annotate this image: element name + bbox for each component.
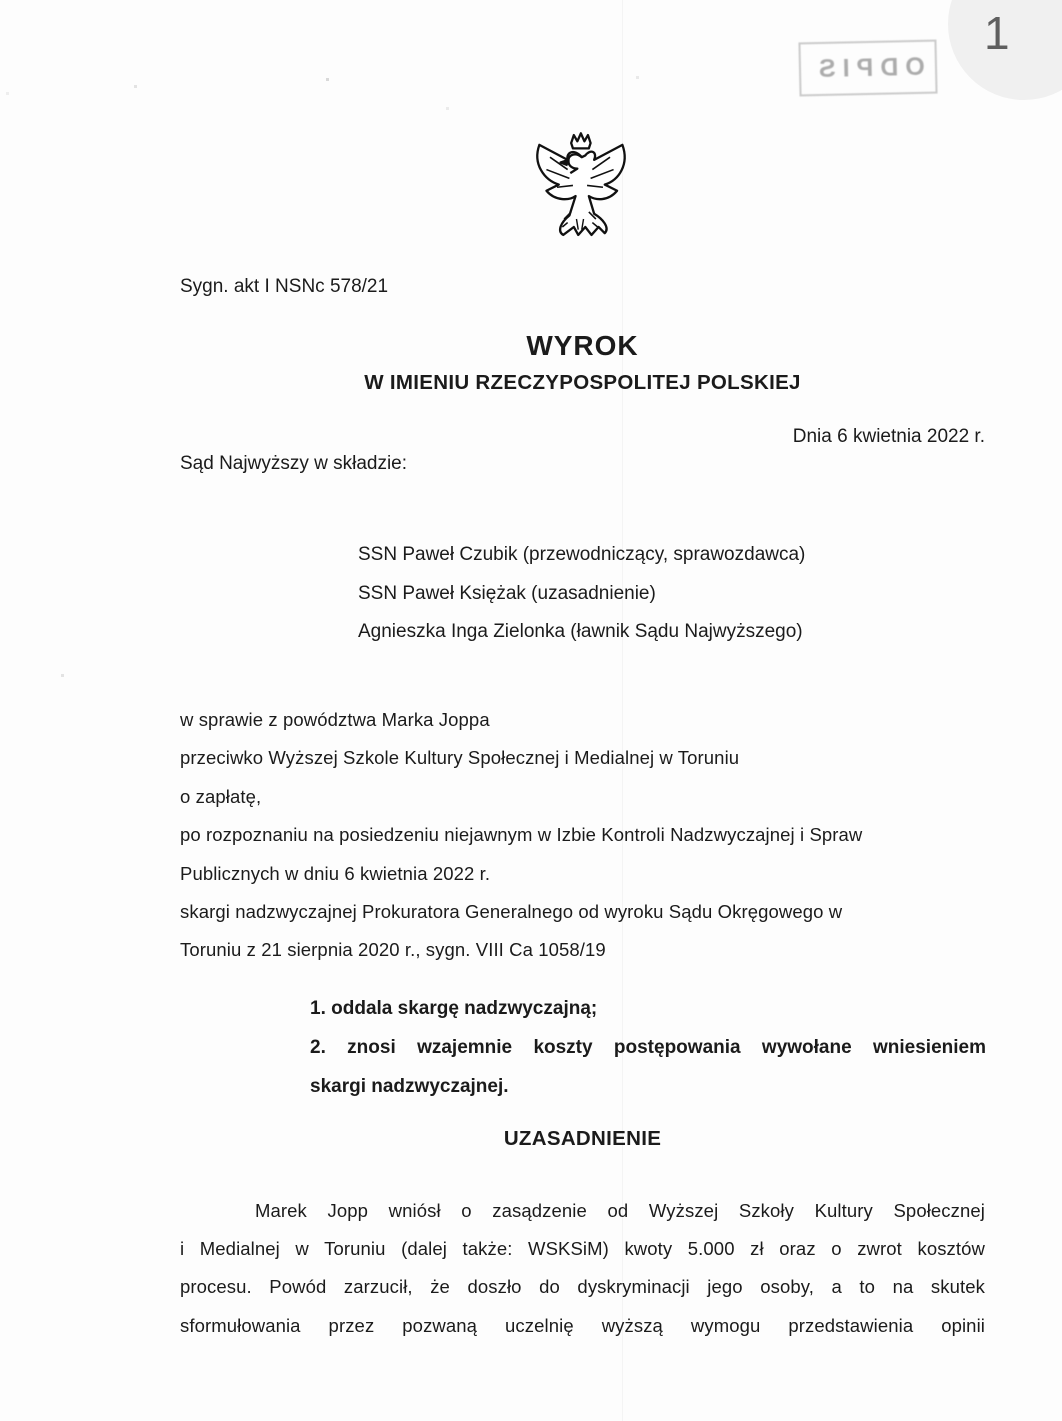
judge-line: SSN Paweł Księżak (uzasadnienie) [358, 582, 656, 604]
ruling-line: 1. oddala skargę nadzwyczajną; [310, 998, 598, 1019]
judge-line: Agnieszka Inga Zielonka (ławnik Sądu Najwyższego) [358, 621, 803, 643]
case-intro-line: skargi nadzwyczajnej Prokuratora Generalnego od wyroku Sądu Okręgowego w [180, 901, 843, 923]
justification-paragraph [180, 1192, 985, 1345]
odpis-stamp [798, 40, 937, 97]
judges-list [358, 536, 805, 652]
case-intro-line: Publicznych w dniu 6 kwietnia 2022 r. [180, 862, 491, 884]
justification-heading: UZASADNIENIE [503, 1127, 662, 1150]
judgment-title: WYROK [526, 330, 639, 361]
eagle-icon [527, 127, 633, 251]
judge-line: SSN Paweł Czubik (przewodniczący, sprawozdawca) [358, 544, 806, 565]
judgment-date: Dnia 6 kwietnia 2022 r. [792, 426, 985, 447]
judgment-header [180, 330, 985, 395]
polish-eagle-emblem-icon [527, 127, 633, 251]
justification-line: Marek Jopp wniósł o zasądzenie od Wyższej Szkoły Kultury Społecznej [255, 1200, 985, 1221]
case-intro-line: o zapłatę, [180, 785, 262, 807]
ruling-line: 2. znosi wzajemnie koszty postępowania wywołane wniesieniem [310, 1037, 986, 1058]
scan-noise-specks [0, 0, 1, 1]
page-number: 1 [984, 7, 1010, 59]
case-intro-line: po rozpoznaniu na posiedzeniu niejawnym w Izbie Kontroli Nadzwyczajnej i Spraw [180, 824, 863, 846]
justification-line: sformułowania przez pozwaną uczelnię wyższą wymogu przedstawienia opinii [180, 1314, 985, 1336]
case-intro-line: w sprawie z powództwa Marka Joppa [180, 709, 490, 730]
case-intro-paragraph [180, 701, 985, 970]
ruling-paragraph [310, 989, 986, 1106]
case-intro-line: Toruniu z 21 sierpnia 2020 r., sygn. VIII Ca 1058/19 [180, 939, 606, 961]
justification-line: i Medialnej w Toruniu (dalej także: WSKSiM) kwoty 5.000 zł oraz o zwrot kosztów [180, 1238, 985, 1260]
judgment-subtitle: W IMIENIU RZECZYPOSPOLITEJ POLSKIEJ [364, 371, 801, 394]
panel-intro: Sąd Najwyższy w składzie: [180, 453, 408, 474]
case-intro-line: przeciwko Wyższej Szkole Kultury Społecznej i Medialnej w Toruniu [180, 747, 740, 769]
case-number: Sygn. akt I NSNc 578/21 [180, 276, 389, 297]
justification-line: procesu. Powód zarzucił, że doszło do dyskryminacji jego osoby, a to na skutek [180, 1276, 985, 1298]
ruling-line: skargi nadzwyczajnej. [310, 1076, 509, 1097]
odpis-stamp-label: ODPIS [811, 52, 925, 83]
